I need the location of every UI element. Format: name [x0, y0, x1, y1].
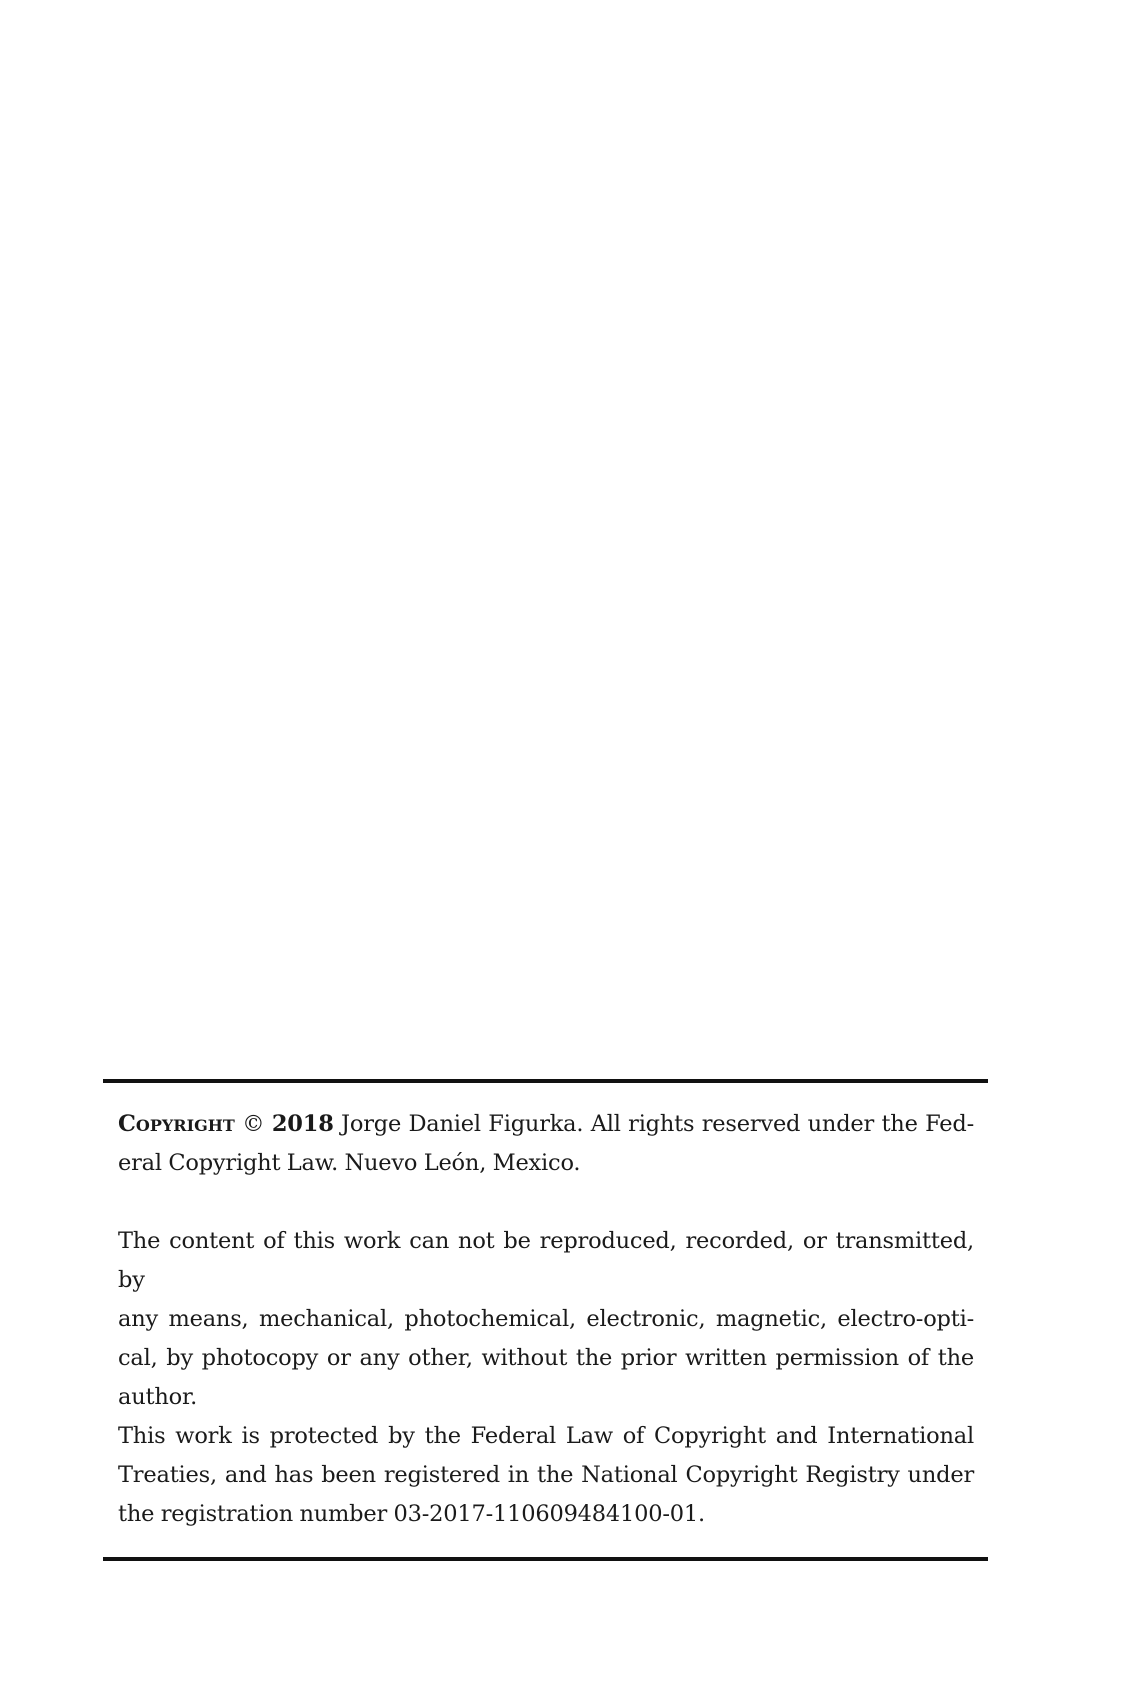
reproduction-line: The content of this work can not be reproduced, recorded, or transmitted, by — [118, 1228, 974, 1293]
protection-line: the registration number 03-2017-110609484100-01. — [118, 1501, 705, 1527]
copyright-symbol: © — [242, 1111, 265, 1137]
reproduction-line: cal, by photocopy or any other, without the prior written permission of the — [118, 1345, 974, 1371]
reproduction-notice-paragraph — [118, 1222, 974, 1417]
copyright-line-1 — [118, 1105, 974, 1144]
protection-notice-paragraph — [118, 1417, 974, 1534]
copyright-paragraph — [118, 1105, 974, 1183]
reproduction-line: author. — [118, 1384, 198, 1410]
copyright-line-2: eral Copyright Law. Nuevo León, Mexico. — [118, 1150, 581, 1176]
protection-line: Treaties, and has been registered in the National Copyright Registry under — [118, 1462, 974, 1488]
reproduction-line: any means, mechanical, photochemical, electronic, magnetic, electro-opti- — [118, 1306, 974, 1332]
bottom-divider — [103, 1557, 988, 1561]
copyright-holder-text: Jorge Daniel Figurka. All rights reserved under the Fed- — [341, 1111, 974, 1137]
top-divider — [103, 1079, 988, 1083]
copyright-year: 2018 — [271, 1111, 334, 1137]
protection-line: This work is protected by the Federal Law of Copyright and International — [118, 1423, 974, 1449]
copyright-heading: Copyright — [118, 1111, 235, 1137]
